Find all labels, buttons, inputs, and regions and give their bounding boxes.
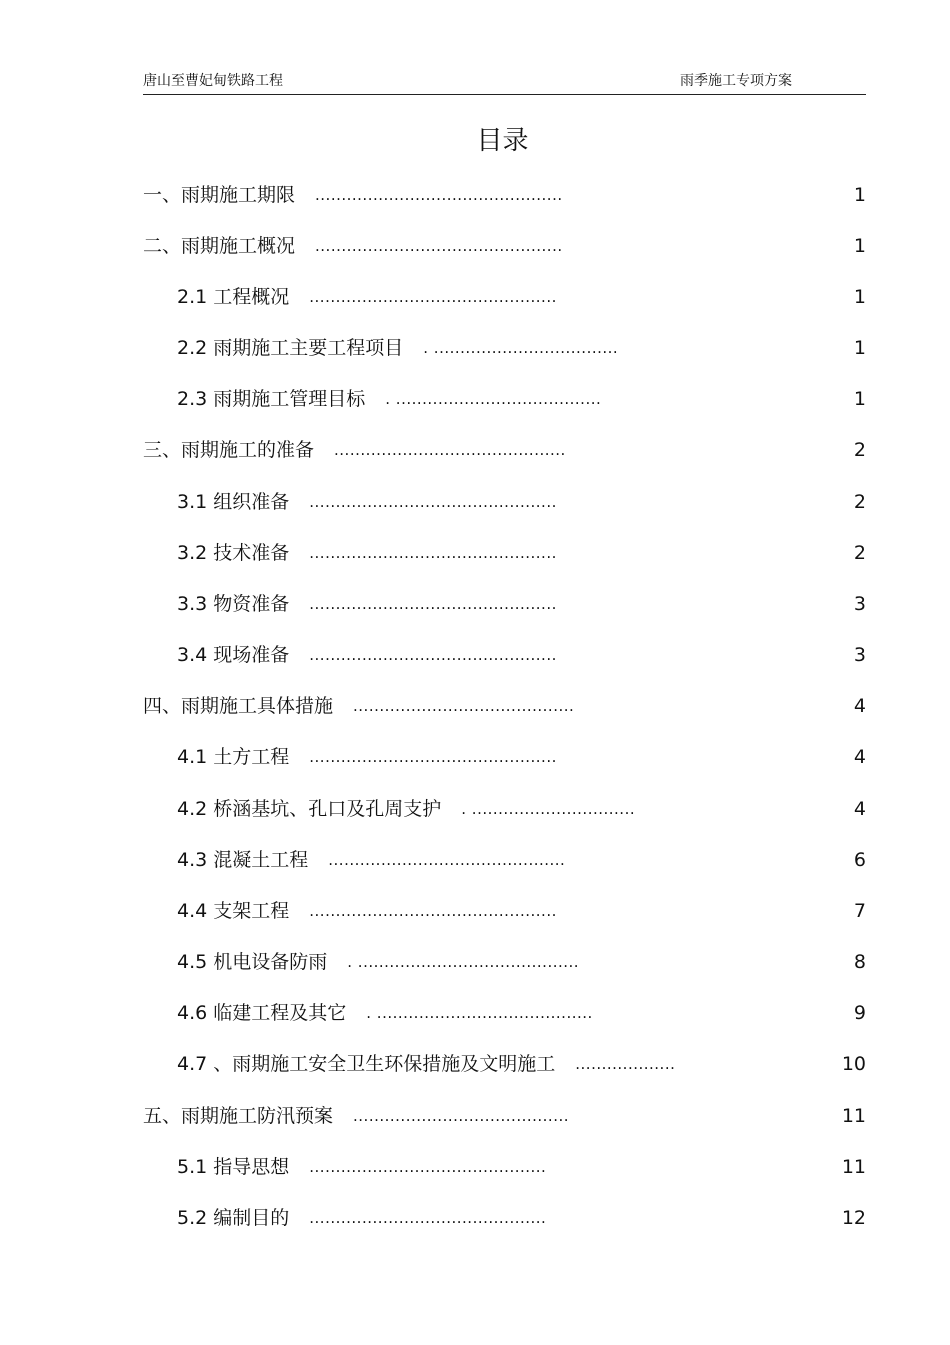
toc-entry-leader: ............................................... xyxy=(315,237,563,255)
toc-entry-label: 4.3 混凝土工程 xyxy=(177,849,309,871)
toc-entry-page: 3 xyxy=(853,644,866,666)
toc-entry-5-2[interactable] xyxy=(177,1204,866,1232)
toc-entry-3[interactable] xyxy=(143,436,866,464)
toc-entry-page: 1 xyxy=(853,337,866,359)
toc-entry-leader: . .......................................... xyxy=(347,953,580,971)
toc-entry-label: 一、雨期施工期限 xyxy=(143,184,296,206)
toc-entry-4-4[interactable] xyxy=(177,897,866,925)
toc-entry-2[interactable] xyxy=(143,232,866,260)
toc-entry-label: 4.7 、雨期施工安全卫生环保措施及文明施工 xyxy=(177,1053,556,1075)
toc-entry-3-3[interactable] xyxy=(177,590,866,618)
toc-entry-leader: . ............................... xyxy=(461,800,636,818)
toc-entry-page: 2 xyxy=(853,491,866,513)
toc-entry-label: 4.6 临建工程及其它 xyxy=(177,1002,347,1024)
toc-entry-4-3[interactable] xyxy=(177,846,866,874)
toc-entry-2-1[interactable] xyxy=(177,283,866,311)
toc-entry-label: 5.1 指导思想 xyxy=(177,1156,290,1178)
toc-entry-label: 4.5 机电设备防雨 xyxy=(177,951,328,973)
toc-entry-3-2[interactable] xyxy=(177,539,866,567)
toc-entry-label: 2.2 雨期施工主要工程项目 xyxy=(177,337,404,359)
toc-entry-leader: . ....................................... xyxy=(385,390,602,408)
toc-entry-2-3[interactable] xyxy=(177,385,866,413)
header-document-name: 雨季施工专项方案 xyxy=(680,73,792,89)
toc-entry-label: 3.4 现场准备 xyxy=(177,644,290,666)
toc-entry-3-1[interactable] xyxy=(177,488,866,516)
toc-entry-leader: ............................................... xyxy=(309,544,557,562)
toc-entry-4-1[interactable] xyxy=(177,743,866,771)
toc-entry-page: 4 xyxy=(853,798,866,820)
toc-entry-leader: ............................................... xyxy=(309,493,557,511)
toc-entry-4-6[interactable] xyxy=(177,999,866,1027)
toc-entry-4-7[interactable] xyxy=(177,1050,866,1078)
toc-entry-leader: ............................................... xyxy=(309,288,557,306)
toc-entry-page: 6 xyxy=(853,849,866,871)
toc-entry-leader: ................... xyxy=(575,1055,676,1073)
toc-entry-page: 2 xyxy=(853,439,866,461)
toc-entry-label: 4.1 土方工程 xyxy=(177,746,290,768)
toc-entry-page: 1 xyxy=(853,286,866,308)
toc-entry-page: 9 xyxy=(853,1002,866,1024)
toc-entry-page: 11 xyxy=(841,1105,866,1127)
toc-entry-leader: ............................................. xyxy=(328,851,566,869)
toc-entry-page: 4 xyxy=(853,695,866,717)
toc-entry-leader: ............................................... xyxy=(315,186,563,204)
toc-entry-leader: ......................................... xyxy=(353,1107,570,1125)
toc-entry-3-4[interactable] xyxy=(177,641,866,669)
toc-entry-label: 5.2 编制目的 xyxy=(177,1207,290,1229)
toc-entry-page: 7 xyxy=(853,900,866,922)
toc-entry-page: 1 xyxy=(853,388,866,410)
toc-entry-page: 8 xyxy=(853,951,866,973)
toc-entry-label: 3.3 物资准备 xyxy=(177,593,290,615)
toc-entry-page: 10 xyxy=(841,1053,866,1075)
toc-entry-page: 4 xyxy=(853,746,866,768)
toc-entry-label: 3.2 技术准备 xyxy=(177,542,290,564)
toc-entry-5[interactable] xyxy=(143,1102,866,1130)
toc-entry-5-1[interactable] xyxy=(177,1153,866,1181)
toc-entry-leader: . ................................... xyxy=(423,339,619,357)
toc-entry-label: 2.1 工程概况 xyxy=(177,286,290,308)
toc-entry-1[interactable] xyxy=(143,181,866,209)
toc-entry-page: 2 xyxy=(853,542,866,564)
toc-title: 目录 xyxy=(476,126,529,156)
toc-entry-page: 1 xyxy=(853,235,866,257)
toc-entry-leader: .......................................... xyxy=(353,697,575,715)
toc-entry-leader: ............................................... xyxy=(309,902,557,920)
toc-entry-leader: ............................................ xyxy=(334,441,566,459)
toc-entry-page: 12 xyxy=(841,1207,866,1229)
toc-entry-leader: ............................................... xyxy=(309,595,557,613)
toc-entry-4-2[interactable] xyxy=(177,795,866,823)
toc-entry-leader: ............................................. xyxy=(309,1158,547,1176)
toc-entry-leader: ............................................. xyxy=(309,1209,547,1227)
toc-entry-2-2[interactable] xyxy=(177,334,866,362)
toc-entry-label: 4.4 支架工程 xyxy=(177,900,290,922)
toc-entry-page: 11 xyxy=(841,1156,866,1178)
toc-entry-label: 五、雨期施工防汛预案 xyxy=(143,1105,334,1127)
toc-entry-leader: ............................................... xyxy=(309,646,557,664)
header-project-name: 唐山至曹妃甸铁路工程 xyxy=(143,73,283,89)
toc-entry-label: 四、雨期施工具体措施 xyxy=(143,695,334,717)
toc-entry-4[interactable] xyxy=(143,692,866,720)
toc-entry-label: 2.3 雨期施工管理目标 xyxy=(177,388,366,410)
toc-entry-leader: . ......................................... xyxy=(366,1004,593,1022)
toc-entry-label: 二、雨期施工概况 xyxy=(143,235,296,257)
toc-entry-label: 4.2 桥涵基坑、孔口及孔周支护 xyxy=(177,798,442,820)
toc-entry-label: 三、雨期施工的准备 xyxy=(143,439,315,461)
toc-entry-page: 3 xyxy=(853,593,866,615)
toc-entry-page: 1 xyxy=(853,184,866,206)
toc-entry-4-5[interactable] xyxy=(177,948,866,976)
toc-entry-leader: ............................................... xyxy=(309,748,557,766)
toc-entry-label: 3.1 组织准备 xyxy=(177,491,290,513)
